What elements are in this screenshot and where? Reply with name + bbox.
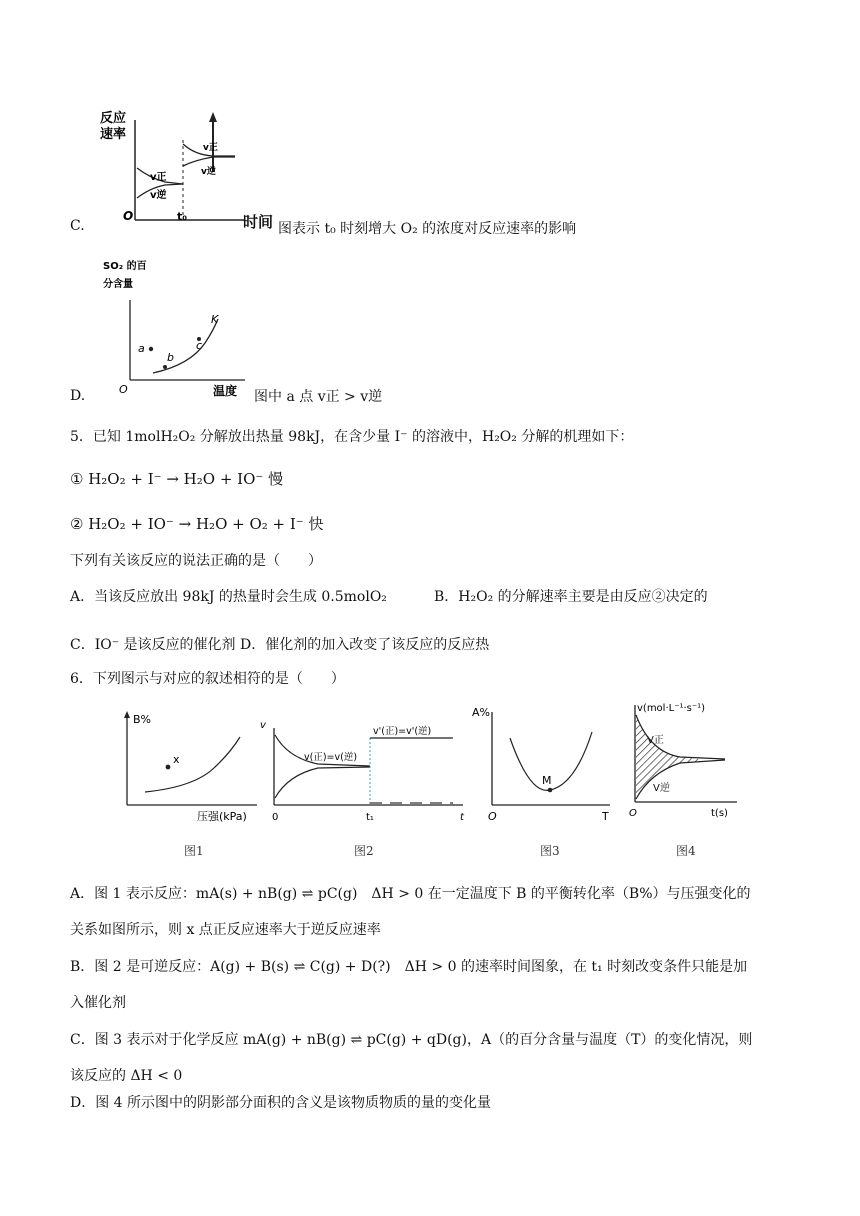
q4-c-xlabel-text: 时间 — [243, 213, 274, 231]
q6-fig4-ylabel: v(mol·L⁻¹·s⁻¹) — [637, 703, 706, 714]
q6-option-c-line2: 该反应的 ΔH < 0 — [70, 1068, 183, 1084]
q6-fig2-xlabel: t — [460, 812, 464, 823]
q4-c-ylabel2: 速率 — [100, 127, 127, 142]
q6-option-a-line2: 关系如图所示，则 x 点正反应速率大于逆反应速率 — [70, 922, 381, 938]
svg-text:v逆: v逆 — [201, 167, 216, 177]
q4-d-point-b: b — [167, 351, 174, 364]
q4-c-ylabel1: 反应 — [100, 111, 127, 126]
q6-fig3-ylabel: A% — [472, 706, 490, 719]
q4-d-ylabel1: SO₂ 的百 — [103, 261, 147, 272]
q6-fig4-origin: O — [629, 808, 637, 819]
q4-c-vfwd: v正 — [150, 172, 167, 183]
q6-stem: 6．下列图示与对应的叙述相符的是（ ） — [70, 671, 345, 687]
q4-c-xlabel — [243, 211, 273, 232]
q6-option-b-line2: 入催化剂 — [70, 995, 126, 1011]
q6-fig3-caption: 图3 — [540, 844, 560, 858]
q6-fig4-vfwd: V正 — [647, 735, 664, 746]
q4-c-label: C. — [70, 218, 85, 234]
q4-c-vrev: v逆 — [150, 190, 167, 201]
q6-option-a-line1: A．图 1 表示反应：mA(s) + nB(g) ⇌ pC(g) ΔH > 0 在一定温度下 B 的平衡转化率（B%）与压强变化的 — [70, 886, 751, 902]
q6-fig4-xlabel: t(s) — [711, 808, 728, 819]
q4-d-ylabel2: 分含量 — [103, 279, 133, 290]
q6-fig2-label-eq: v(正)=v(逆) — [304, 752, 358, 763]
q4-d-figure — [95, 255, 255, 400]
q6-fig2-origin: 0 — [272, 812, 279, 823]
svg-text:v正: v正 — [203, 143, 218, 153]
q6-fig1 — [115, 705, 265, 830]
q4-c-text: 图表示 t₀ 时刻增大 O₂ 的浓度对反应速率的影响 — [278, 221, 577, 237]
q4-c-figure — [95, 100, 255, 235]
q6-fig4-vrev: V逆 — [653, 783, 670, 794]
q6-fig3-origin: O — [488, 810, 497, 823]
q6-fig1-point: x — [173, 753, 180, 766]
q6-fig1-caption: 图1 — [184, 844, 204, 858]
q5-step1: ① H₂O₂ + I⁻ → H₂O + IO⁻ 慢 — [70, 470, 284, 488]
q5-stem: 5．已知 1molH₂O₂ 分解放出热量 98kJ，在含少量 I⁻ 的溶液中，H₂O₂ 分解的机理如下： — [70, 429, 634, 445]
q6-fig1-ylabel: B% — [133, 713, 151, 726]
q6-fig3-xlabel: T — [602, 810, 609, 823]
q4-d-point-c: c — [196, 339, 203, 352]
q6-fig4-caption: 图4 — [676, 844, 696, 858]
q5-step2: ② H₂O₂ + IO⁻ → H₂O + O₂ + I⁻ 快 — [70, 515, 324, 533]
q5-option-b: B．H₂O₂ 的分解速率主要是由反应②决定的 — [434, 589, 708, 605]
q6-fig2-t1: t₁ — [366, 812, 374, 823]
q4-c-origin: O — [123, 209, 134, 223]
q4-c-t0: t₀ — [177, 210, 188, 223]
q6-fig4 — [625, 697, 745, 822]
q6-option-c-line1: C．图 3 表示对于化学反应 mA(g) + nB(g) ⇌ pC(g) + qD(g)，A（的百分含量与温度（T）的变化情况，则 — [70, 1032, 753, 1048]
q6-fig2-ylabel: v — [260, 720, 266, 731]
q6-option-d: D．图 4 所示图中的阴影部分面积的含义是该物质物质的量的变化量 — [70, 1095, 492, 1111]
q4-d-origin: O — [119, 383, 128, 396]
q4-d-text: 图中 a 点 v正 > v逆 — [254, 389, 383, 405]
q6-option-b-line1: B．图 2 是可逆反应：A(g) + B(s) ⇌ C(g) + D(?) ΔH > 0 的速率时间图象，在 t₁ 时刻改变条件只能是加 — [70, 959, 748, 975]
q6-fig3 — [470, 700, 620, 825]
q5-question: 下列有关该反应的说法正确的是（ ） — [70, 553, 322, 569]
q6-fig1-xlabel: 压强(kPa) — [197, 810, 247, 823]
q4-d-curve-k: K — [211, 313, 219, 326]
q4-d-point-a: a — [138, 342, 145, 355]
q6-fig2-caption: 图2 — [354, 844, 374, 858]
q4-d-xlabel: 温度 — [213, 384, 238, 398]
q6-fig3-point: M — [542, 774, 552, 787]
q6-fig2-label-eq2: v'(正)=v'(逆) — [373, 726, 432, 737]
q5-option-a: A．当该反应放出 98kJ 的热量时会生成 0.5molO₂ — [70, 589, 387, 605]
q4-d-label: D. — [70, 388, 86, 404]
q5-option-cd: C．IO⁻ 是该反应的催化剂 D．催化剂的加入改变了该反应的反应热 — [70, 637, 490, 653]
q6-fig2 — [258, 710, 473, 825]
